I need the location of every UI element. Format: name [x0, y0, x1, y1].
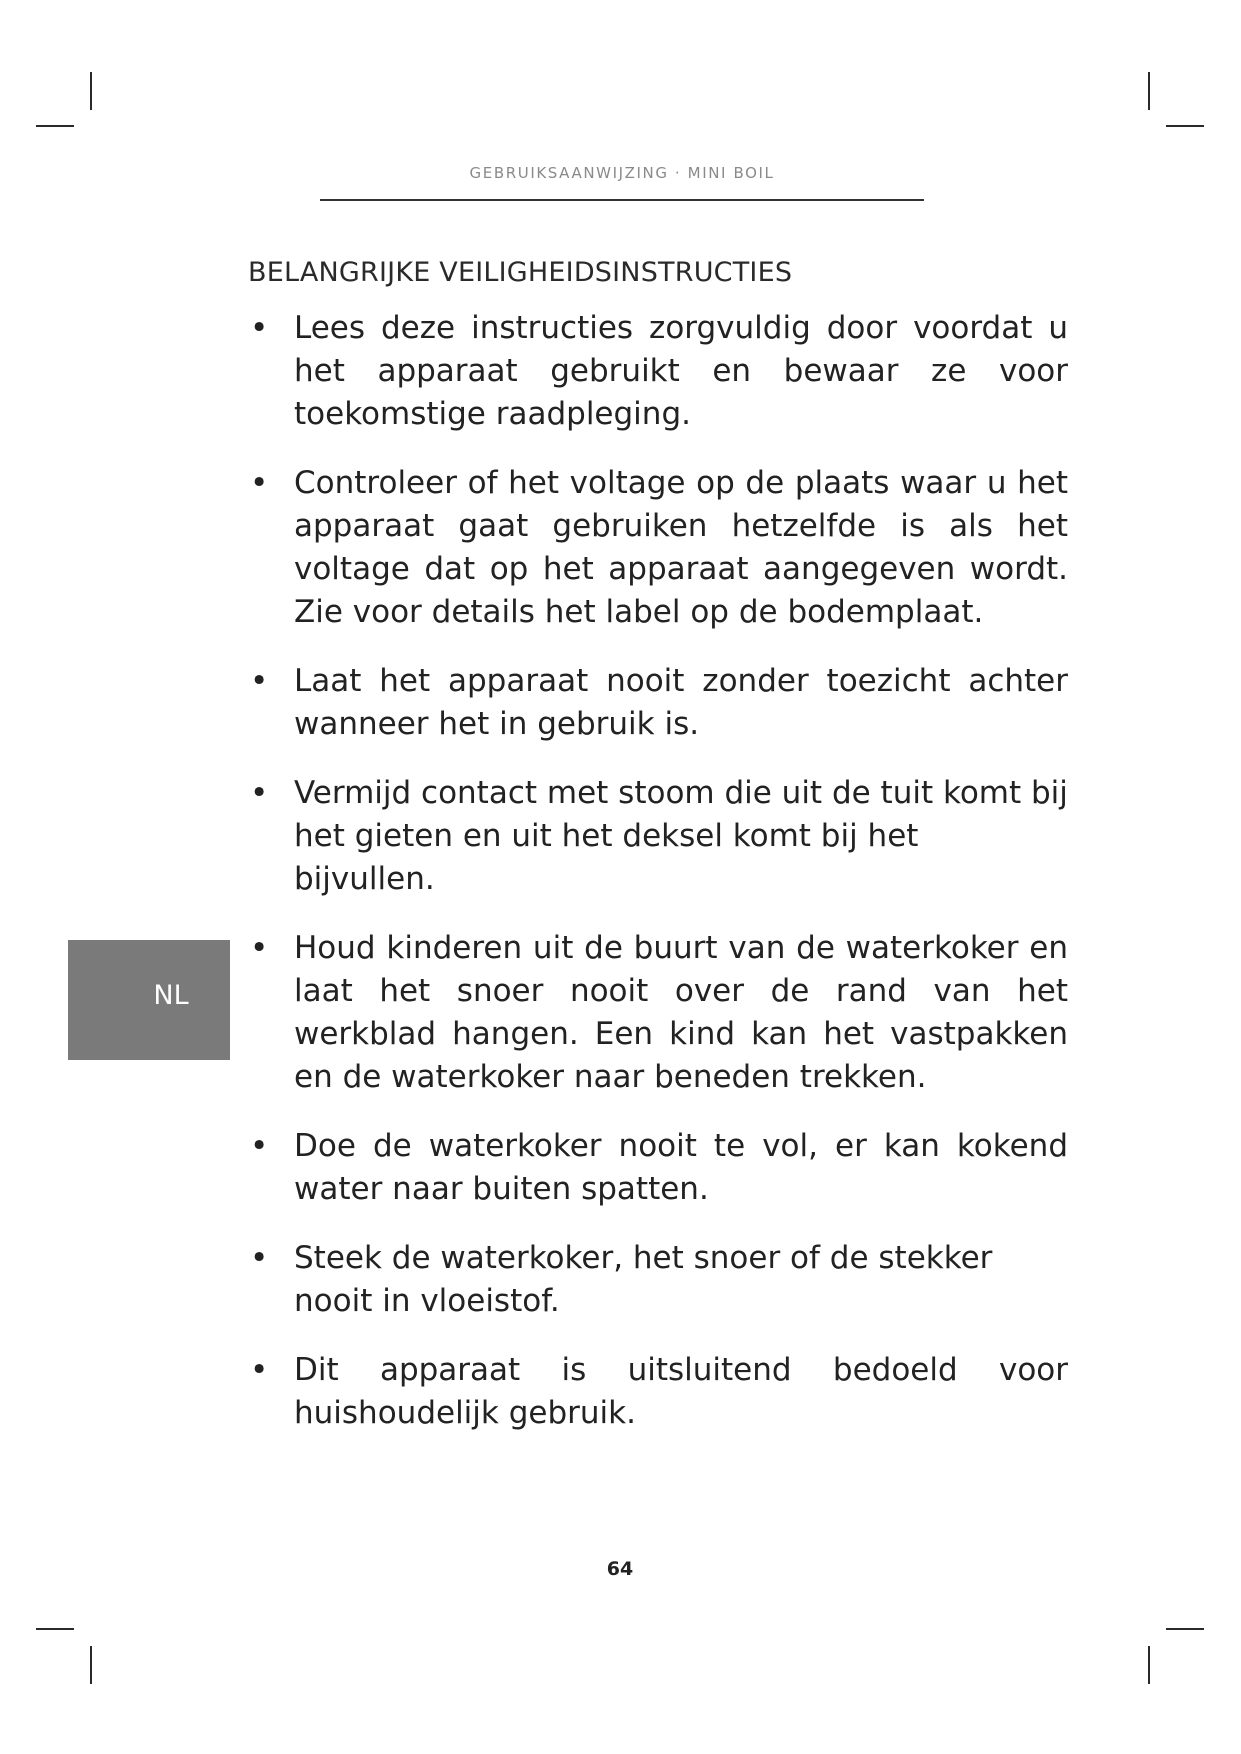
- list-item-text: Vermijd contact met stoom die uit de tuit komt bij het gieten en uit het deksel komt bij het bijvullen.: [294, 775, 1068, 897]
- list-item: [248, 927, 1068, 1099]
- list-item: [248, 772, 1068, 901]
- list-item-text: Steek de waterkoker, het snoer of de stekker nooit in vloeistof.: [294, 1240, 993, 1319]
- crop-mark-bottom-left-vertical: [90, 1646, 92, 1684]
- section-title: BELANGRIJKE VEILIGHEIDSINSTRUCTIES: [248, 257, 793, 288]
- crop-mark-bottom-left-horizontal: [36, 1628, 74, 1630]
- crop-mark-top-right-horizontal: [1166, 125, 1204, 127]
- header-divider: [320, 199, 924, 201]
- crop-mark-top-left-horizontal: [36, 125, 74, 127]
- list-item: [248, 307, 1068, 436]
- list-item: [248, 1349, 1068, 1435]
- safety-instructions-list: [248, 307, 1068, 1461]
- bullet-icon: •: [250, 1128, 269, 1164]
- list-item: [248, 1237, 1068, 1323]
- list-item: [248, 1125, 1068, 1211]
- page-number: 64: [606, 1558, 634, 1580]
- language-tab-label: NL: [153, 980, 189, 1011]
- list-item-text: Controleer of het voltage op de plaats waar u het apparaat gaat gebruiken hetzelfde is als het voltage dat op het apparaat aangegeven wordt. Zie voor details het label op de bodemplaat.: [294, 465, 1068, 630]
- list-item-text: Dit apparaat is uitsluitend bedoeld voor huishoudelijk gebruik.: [294, 1352, 1068, 1431]
- bullet-icon: •: [250, 1352, 269, 1388]
- list-item: [248, 660, 1068, 746]
- bullet-icon: •: [250, 663, 269, 699]
- list-item-text: Doe de waterkoker nooit te vol, er kan kokend water naar buiten spatten.: [294, 1128, 1068, 1207]
- list-item-text: Laat het apparaat nooit zonder toezicht achter wanneer het in gebruik is.: [294, 663, 1068, 742]
- bullet-icon: •: [250, 465, 269, 501]
- list-item-text: Lees deze instructies zorgvuldig door voordat u het apparaat gebruikt en bewaar ze voor toekomstige raadpleging.: [294, 310, 1068, 432]
- crop-mark-bottom-right-vertical: [1148, 1646, 1150, 1684]
- crop-mark-bottom-right-horizontal: [1166, 1628, 1204, 1630]
- crop-mark-top-right-vertical: [1148, 72, 1150, 110]
- bullet-icon: •: [250, 775, 269, 811]
- language-tab: [68, 940, 230, 1060]
- list-item: [248, 462, 1068, 634]
- bullet-icon: •: [250, 930, 269, 966]
- bullet-icon: •: [250, 310, 269, 346]
- running-header: GEBRUIKSAANWIJZING · MINI BOIL: [469, 164, 775, 182]
- bullet-icon: •: [250, 1240, 269, 1276]
- crop-mark-top-left-vertical: [90, 72, 92, 110]
- list-item-text: Houd kinderen uit de buurt van de waterkoker en laat het snoer nooit over de rand van het werkblad hangen. Een kind kan het vastpakken en de waterkoker naar beneden trekken.: [294, 930, 1068, 1095]
